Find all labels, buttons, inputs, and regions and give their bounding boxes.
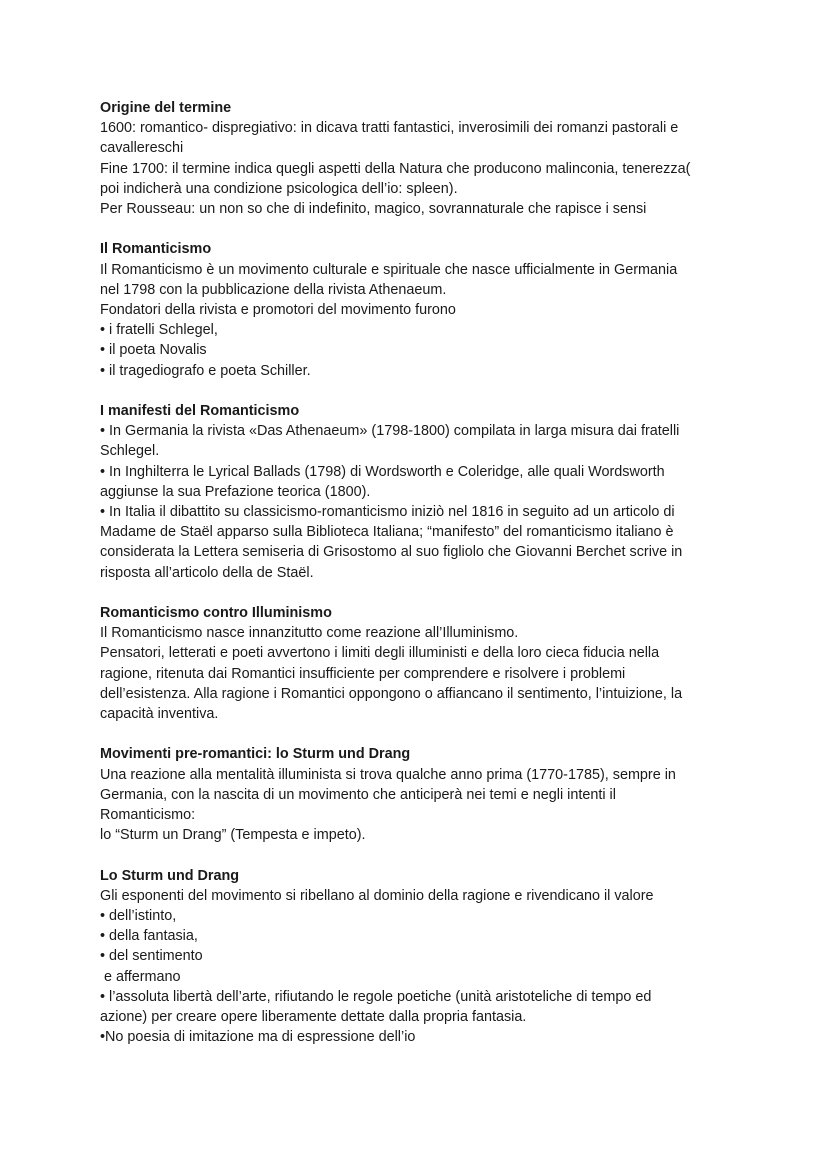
section-heading: I manifesti del Romanticismo xyxy=(100,403,300,420)
section-sturm-und-drang xyxy=(100,866,740,1048)
text-line: capacità inventiva. xyxy=(100,706,219,723)
text-line: nel 1798 con la pubblicazione della rivista Athenaeum. xyxy=(100,281,447,298)
section-heading: Romanticismo contro Illuminismo xyxy=(100,605,332,622)
text-line: Una reazione alla mentalità illuminista si trova qualche anno prima (1770-1785), sempre in xyxy=(100,766,676,783)
section-heading: Movimenti pre-romantici: lo Sturm und Drang xyxy=(100,746,411,763)
bullet-item: • l’assoluta libertà dell’arte, rifiutando le regole poetiche (unità aristoteliche di tempo ed xyxy=(100,988,652,1005)
text-line: Il Romanticismo nasce innanzitutto come reazione all’Illuminismo. xyxy=(100,625,519,642)
section-heading: Lo Sturm und Drang xyxy=(100,867,240,884)
bullet-item: • della fantasia, xyxy=(100,928,198,945)
text-line: risposta all’articolo della de Staël. xyxy=(100,564,314,581)
bullet-item: • del sentimento xyxy=(100,948,203,965)
section-romanticismo-contro-illuminismo xyxy=(100,603,740,724)
document-page xyxy=(100,98,740,1068)
text-line: aggiunse la sua Prefazione teorica (1800). xyxy=(100,483,371,500)
text-line: Germania, con la nascita di un movimento che anticiperà nei temi e negli intenti il xyxy=(100,786,616,803)
text-line: Madame de Staël apparso sulla Biblioteca Italiana; “manifesto” del romanticismo italiano è xyxy=(100,524,674,541)
text-line: Per Rousseau: un non so che di indefinito, magico, sovrannaturale che rapisce i sensi xyxy=(100,201,647,218)
bullet-item: • In Italia il dibattito su classicismo-romanticismo iniziò nel 1816 in seguito ad un articolo di xyxy=(100,504,675,521)
section-heading: Origine del termine xyxy=(100,100,232,116)
bullet-item: • In Germania la rivista «Das Athenaeum» (1798-1800) compilata in larga misura dai fratelli xyxy=(100,423,680,440)
text-line: dell’esistenza. Alla ragione i Romantici oppongono o affiancano il sentimento, l’intuizione, la xyxy=(100,685,683,702)
text-line: Romanticismo: xyxy=(100,807,196,824)
text-line: considerata la Lettera semiseria di Grisostomo al suo figliolo che Giovanni Berchet scrive in xyxy=(100,544,683,561)
text-line: lo “Sturm un Drang” (Tempesta e impeto). xyxy=(100,827,366,844)
section-heading: Il Romanticismo xyxy=(100,241,212,258)
text-line: ragione, ritenuta dai Romantici insufficiente per comprendere e risolvere i problemi xyxy=(100,665,626,682)
bullet-item: • il tragediografo e poeta Schiller. xyxy=(100,362,311,379)
section-movimenti-pre-romantici xyxy=(100,744,740,845)
text-line: poi indicherà una condizione psicologica dell’io: spleen). xyxy=(100,180,458,197)
bullet-item: • il poeta Novalis xyxy=(100,342,207,359)
text-line: 1600: romantico- dispregiativo: in dicava tratti fantastici, inverosimili dei romanzi pastorali e xyxy=(100,120,679,137)
bullet-item: • i fratelli Schlegel, xyxy=(100,322,218,339)
text-line: Fondatori della rivista e promotori del movimento furono xyxy=(100,302,456,319)
text-line: Fine 1700: il termine indica quegli aspetti della Natura che producono malinconia, tenerezza( xyxy=(100,160,691,177)
text-line: Pensatori, letterati e poeti avvertono i limiti degli illuministi e della loro cieca fiducia nella xyxy=(100,645,660,662)
section-manifesti-del-romanticismo xyxy=(100,401,740,583)
bullet-item: • dell’istinto, xyxy=(100,908,177,925)
text-line: Gli esponenti del movimento si ribellano al dominio della ragione e rivendicano il valore xyxy=(100,887,654,904)
text-line: Schlegel. xyxy=(100,443,160,460)
text-line: Il Romanticismo è un movimento culturale e spirituale che nasce ufficialmente in Germania xyxy=(100,261,678,278)
section-il-romanticismo xyxy=(100,239,740,380)
text-line: cavallereschi xyxy=(100,140,184,157)
section-origine-del-termine xyxy=(100,98,740,219)
bullet-item: • In Inghilterra le Lyrical Ballads (1798) di Wordsworth e Coleridge, alle quali Wordsworth xyxy=(100,463,665,480)
text-line: e affermano xyxy=(100,968,181,985)
text-line: azione) per creare opere liberamente dettate dalla propria fantasia. xyxy=(100,1009,527,1026)
bullet-item: •No poesia di imitazione ma di espressione dell’io xyxy=(100,1029,416,1046)
